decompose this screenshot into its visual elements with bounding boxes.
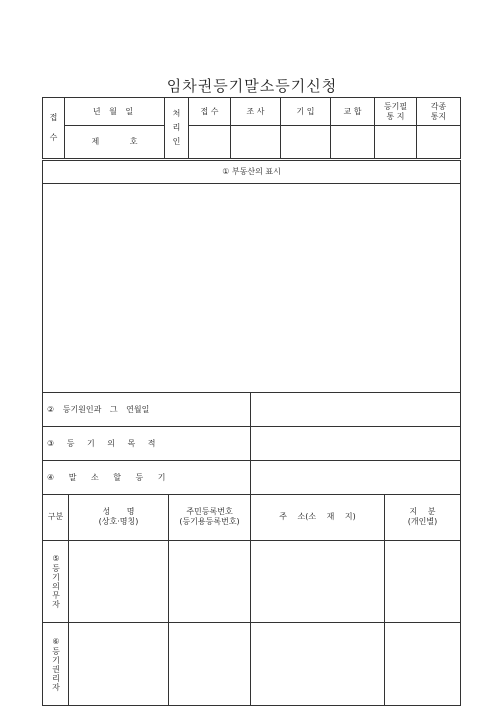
cause-label: ② 등기원인과 그 연월일	[43, 393, 251, 427]
cancel-field[interactable]	[251, 461, 461, 495]
reception-number: 제 호	[65, 126, 165, 159]
reception-table	[42, 97, 461, 159]
cell-check[interactable]	[331, 126, 375, 159]
processor-label	[165, 98, 189, 159]
reception-date: 년 월 일	[65, 98, 165, 126]
obligor-address-field[interactable]	[251, 540, 385, 623]
head-share: 지 분 (개인별)	[385, 495, 461, 540]
head-name: 성 명 (상호·명칭)	[69, 495, 169, 540]
purpose-label: ③ 등 기 의 목 적	[43, 427, 251, 461]
head-division: 구분	[43, 495, 69, 540]
col-notice-misc: 각종 통지	[417, 98, 461, 126]
obligor-id-field[interactable]	[169, 540, 251, 623]
cancel-label: ④ 말 소 할 등 기	[43, 461, 251, 495]
right-holder-name-field[interactable]	[69, 623, 169, 706]
reception-label: 접 수	[43, 98, 65, 159]
cause-field[interactable]	[251, 393, 461, 427]
obligor-label: ⑤등기의무자	[43, 540, 69, 623]
col-notice-done: 등기필 통 지	[375, 98, 417, 126]
cell-notice-done[interactable]	[375, 126, 417, 159]
col-reception: 접 수	[189, 98, 231, 126]
cell-notice-misc[interactable]	[417, 126, 461, 159]
purpose-field[interactable]	[251, 427, 461, 461]
col-check: 교 합	[331, 98, 375, 126]
processor-char: 리	[172, 123, 181, 132]
right-holder-address-field[interactable]	[251, 623, 385, 706]
processor-char: 처	[172, 109, 181, 118]
cell-reception[interactable]	[189, 126, 231, 159]
property-header: ① 부동산의 표시	[43, 161, 461, 184]
right-holder-id-field[interactable]	[169, 623, 251, 706]
cell-entry[interactable]	[281, 126, 331, 159]
head-address: 주 소(소 재 지)	[251, 495, 385, 540]
obligor-name-field[interactable]	[69, 540, 169, 623]
right-holder-share-field[interactable]	[385, 623, 461, 706]
page-title: 임차권등기말소등기신청	[166, 77, 338, 95]
right-holder-label: ⑥등기권리자	[43, 623, 69, 706]
processor-char: 인	[172, 137, 181, 146]
cell-survey[interactable]	[231, 126, 281, 159]
col-entry: 기 입	[281, 98, 331, 126]
main-form-table	[42, 160, 461, 706]
obligor-share-field[interactable]	[385, 540, 461, 623]
col-survey: 조 사	[231, 98, 281, 126]
head-id: 주민등록번호 (등기용등록번호)	[169, 495, 251, 540]
property-field[interactable]	[43, 183, 461, 393]
